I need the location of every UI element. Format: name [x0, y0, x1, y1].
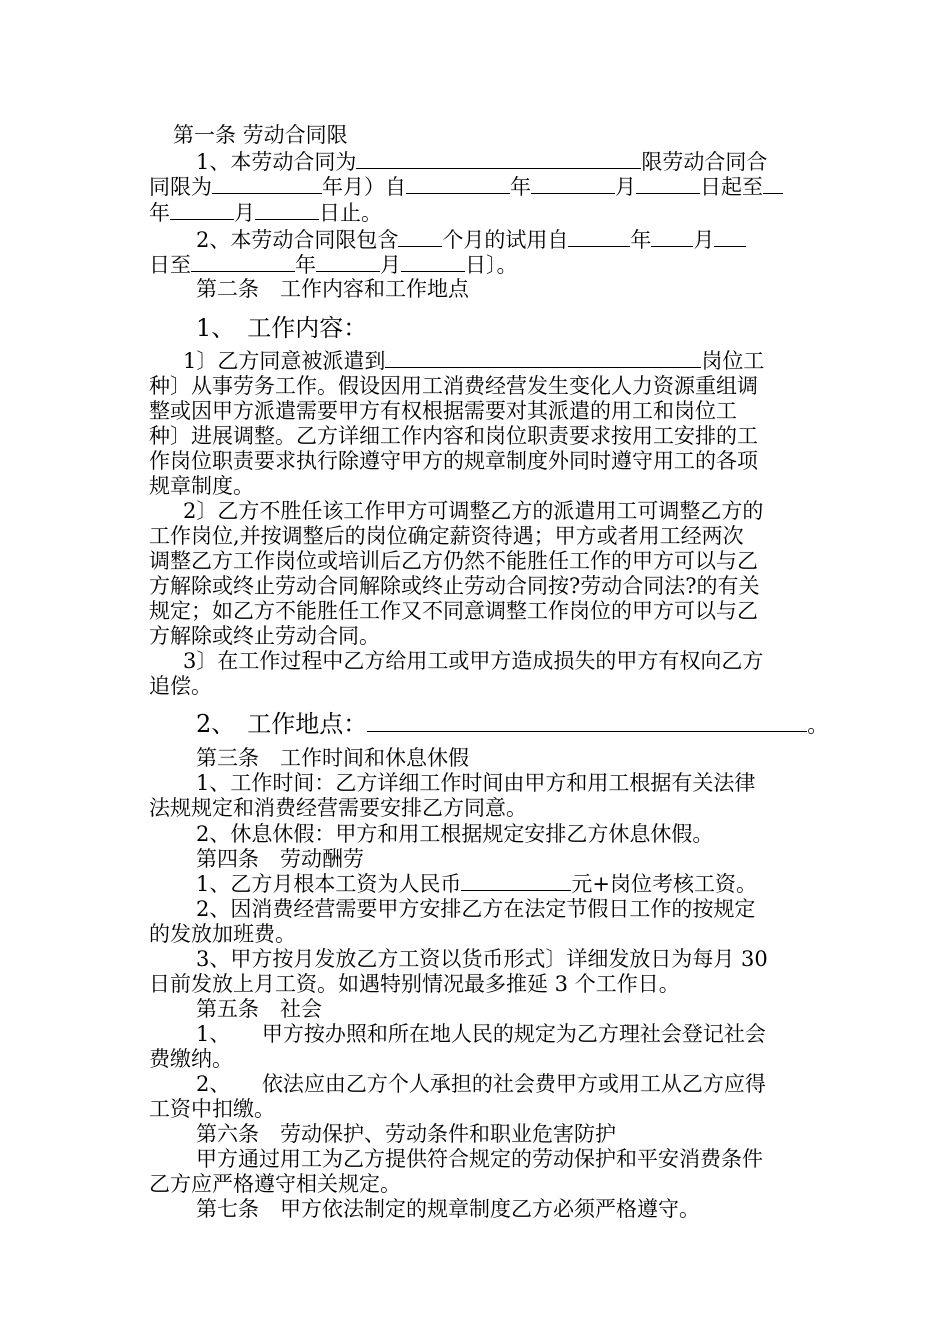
text-line: 追偿。	[149, 674, 212, 698]
text-line: 种〕从事劳务工作。假设因用工消费经营发生变化人力资源重组调	[149, 374, 758, 398]
article-5-clause-2: 2、 依法应由乙方个人承担的社会费甲方或用工从乙方应得	[196, 1072, 766, 1096]
article-1-clause-1-line3: 年 月 日止。	[149, 201, 382, 225]
article-4-clause-1: 1、乙方月根本工资为人民币 元+岗位考核工资。	[196, 872, 757, 896]
probation-end-year-blank[interactable]	[191, 253, 295, 272]
article-5-title: 第五条 社会	[196, 997, 322, 1021]
text-line: 的发放加班费。	[149, 922, 296, 946]
article-4-clause-2: 2、因消费经营需要甲方安排乙方在法定节假日工作的按规定	[196, 897, 756, 921]
article-1-clause-2: 2、本劳动合同限包含 个月的试用自 年 月	[196, 228, 846, 252]
article-2-item-1: 1〕乙方同意被派遣到 岗位工	[183, 349, 765, 373]
article-4-clause-3: 3、甲方按月发放乙方工资以货币形式〕详细发放日为每月 30	[196, 947, 768, 971]
text-line: 工作岗位,并按调整后的岗位确定薪资待遇；甲方或者用工经两次	[149, 524, 744, 548]
text-line: 方解除或终止劳动合同解除或终止劳动合同按?劳动合同法?的有关	[149, 574, 760, 598]
article-3-clause-1: 1、工作时间：乙方详细工作时间由甲方和用工根据有关法律	[196, 771, 756, 795]
text-line: 作岗位职责要求执行除遵守甲方的规章制度外同时遵守用工的各项	[149, 449, 758, 473]
term-blank[interactable]	[212, 175, 322, 194]
article-1-clause-1: 1、本劳动合同为 限劳动合同合	[196, 150, 768, 174]
dispatch-unit-blank[interactable]	[385, 349, 701, 368]
text-line: 种〕进展调整。乙方详细工作内容和岗位职责要求按用工安排的工	[149, 424, 758, 448]
article-6-body: 甲方通过用工为乙方提供符合规定的劳动保护和平安消费条件	[196, 1147, 763, 1171]
base-salary-blank[interactable]	[461, 872, 571, 891]
article-1-title: 第一条 劳动合同限	[173, 123, 348, 147]
article-4-title: 第四条 劳动酬劳	[196, 847, 364, 871]
article-3-clause-2: 2、休息休假：甲方和用工根据规定安排乙方休息休假。	[196, 822, 714, 846]
probation-start-day-blank[interactable]	[714, 228, 746, 247]
probation-months-blank[interactable]	[398, 228, 442, 247]
article-2-title: 第二条 工作内容和工作地点	[196, 277, 469, 301]
start-year-blank[interactable]	[406, 175, 510, 194]
start-day-blank[interactable]	[636, 175, 700, 194]
article-2-section-1: 1、 工作内容：	[196, 314, 368, 342]
text-line: 规章制度。	[149, 474, 254, 498]
contract-type-blank[interactable]	[356, 150, 641, 169]
article-2-item-3: 3〕在工作过程中乙方给用工或甲方造成损失的甲方有权向乙方	[183, 649, 764, 673]
text-line: 费缴纳。	[149, 1047, 233, 1071]
text-line: 整或因甲方派遣需要甲方有权根据需要对其派遣的用工和岗位工	[149, 399, 737, 423]
article-7-title: 第七条 甲方依法制定的规章制度乙方必须严格遵守。	[196, 1197, 700, 1221]
article-5-clause-1: 1、 甲方按办照和所在地人民的规定为乙方理社会登记社会	[196, 1022, 766, 1046]
text-line: 法规规定和消费经营需要安排乙方同意。	[149, 796, 527, 820]
text-line: 调整乙方工作岗位或培训后乙方仍然不能胜任工作的甲方可以与乙	[149, 549, 758, 573]
article-1-clause-1-line2: 同限为 年月）自 年 月 日起至	[149, 175, 799, 199]
text-line: 方解除或终止劳动合同。	[149, 624, 380, 648]
probation-end-day-blank[interactable]	[401, 253, 465, 272]
start-month-blank[interactable]	[531, 175, 615, 194]
work-location-blank[interactable]	[367, 711, 807, 732]
probation-start-year-blank[interactable]	[568, 228, 630, 247]
article-3-title: 第三条 工作时间和休息休假	[196, 746, 469, 770]
article-2-section-2: 2、 工作地点： 。	[196, 710, 829, 738]
text-line: 规定；如乙方不能胜任工作又不同意调整工作岗位的甲方可以与乙	[149, 599, 758, 623]
article-6-title: 第六条 劳动保护、劳动条件和职业危害防护	[196, 1122, 616, 1146]
text-line: 乙方应严格遵守相关规定。	[149, 1172, 401, 1196]
end-day-blank[interactable]	[255, 201, 319, 220]
article-1-clause-2-line2: 日至 年 月 日〕。	[149, 253, 518, 277]
probation-end-month-blank[interactable]	[316, 253, 380, 272]
probation-start-month-blank[interactable]	[651, 228, 693, 247]
article-2-item-2: 2〕乙方不胜任该工作甲方可调整乙方的派遣用工可调整乙方的	[183, 499, 764, 523]
end-year-blank[interactable]	[763, 175, 783, 194]
text-line: 日前发放上月工资。如遇特别情况最多推延 3 个工作日。	[149, 972, 680, 996]
end-month-blank[interactable]	[170, 201, 234, 220]
text-line: 工资中扣缴。	[149, 1097, 275, 1121]
